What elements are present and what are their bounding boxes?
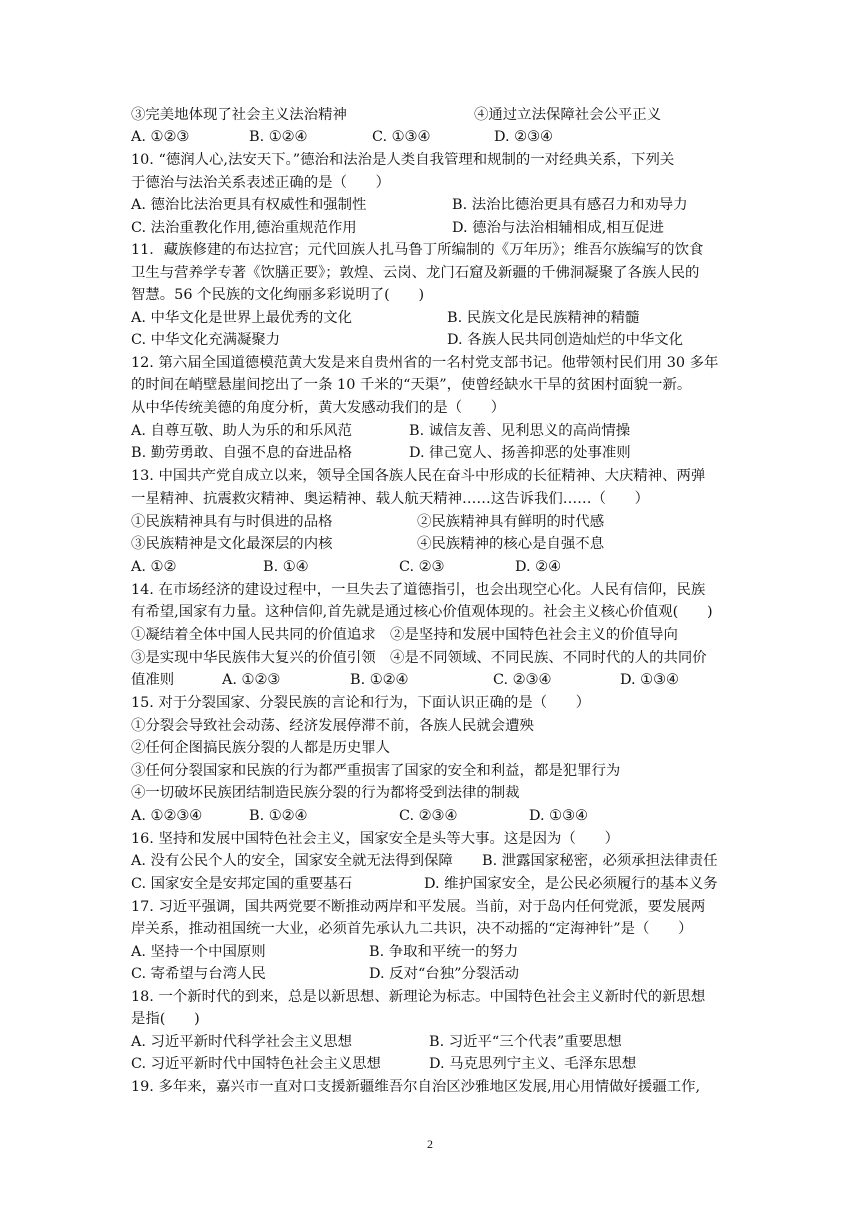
text-segment: C. ①③④ (372, 129, 431, 145)
text-segment: A. 中华文化是世界上最优秀的文化 (131, 310, 353, 326)
text-segment: B. 法治比德治更具有感召力和劝导力 (452, 197, 688, 213)
text-segment: B. 争取和平统一的努力 (369, 944, 519, 960)
text-segment: B. 勤劳勇敢、自强不息的奋进品格 (131, 445, 353, 461)
text-content: 13. 中国共产党自成立以来，领导全国各族人民在奋斗中形成的长征精神、大庆精神、两弹 (131, 468, 706, 484)
text-segment: C. 习近平新时代中国特色社会主义思想 (131, 1056, 381, 1072)
text-segment: B. 民族文化是民族精神的精髓 (447, 310, 640, 326)
text-segment: C. 国家安全是安邦定国的重要基石 (131, 876, 353, 892)
text-content: ③是实现中华民族伟大复兴的价值引领 ④是不同领域、不同民族、不同时代的人的共同价 (131, 650, 707, 666)
text-segment: B. ①②④ (249, 129, 308, 145)
text-segment: A. 坚持一个中国原则 (131, 944, 266, 960)
text-segment: ③完美地体现了社会主义法治精神 (131, 107, 347, 123)
text-segment: A. ①②③ (131, 129, 190, 145)
text-segment: D. 律己宽人、扬善抑恶的处事准则 (409, 445, 631, 461)
text-content: 18. 一个新时代的到来，总是以新思想、新理论为标志。中国特色社会主义新时代的新思想 (131, 989, 706, 1005)
text-segment: C. ②③④ (399, 808, 458, 824)
text-segment: C. ②③ (399, 559, 445, 575)
text-content: 有希望,国家有力量。这种信仰,首先就是通过核心价值观体现的。社会主义核心价值观( ) (131, 604, 713, 620)
text-segment: ④通过立法保障社会公平正义 (474, 107, 662, 123)
text-content: 19. 多年来，嘉兴市一直对口支援新疆维吾尔自治区沙雅地区发展,用心用情做好援疆工作, (131, 1079, 701, 1095)
text-content: ①分裂会导致社会动荡、经济发展停滞不前，各族人民就会遭殃 (131, 718, 534, 734)
text-segment: D. 德治与法治相辅相成,相互促进 (452, 220, 664, 236)
text-content: 15. 对于分裂国家、分裂民族的言论和行为，下面认识正确的是（ ） (131, 695, 591, 711)
text-segment: ③民族精神是文化最深层的内核 (131, 536, 333, 552)
text-content: ③任何分裂国家和民族的行为都严重损害了国家的安全和利益，都是犯罪行为 (131, 763, 621, 779)
text-content: 从中华传统美德的角度分析，黄大发感动我们的是（ ） (131, 400, 506, 416)
text-content: 11．藏族修建的布达拉宫；元代回族人扎马鲁丁所编制的《万年历》；维吾尔族编写的饮食 (131, 242, 704, 258)
text-segment: D. ②③④ (494, 129, 553, 145)
text-segment: A. ①②③④ (131, 808, 203, 824)
text-content: 一星精神、抗震救灾精神、奥运精神、载人航天精神……这告诉我们……（ ） (131, 491, 650, 507)
text-content: 14. 在市场经济的建设过程中，一旦失去了道德指引，也会出现空心化。人民有信仰，民族 (131, 582, 706, 598)
text-content: 17. 习近平强调，国共两党要不断推动两岸和平发展。当前，对于岛内任何党派，要发展两 (131, 899, 706, 915)
text-segment: B. 泄露国家秘密，必须承担法律责任 (482, 853, 718, 869)
text-content: 10. “德润人心,法安天下。”德治和法治是人类自我管理和规制的一对经典关系，下列关 (131, 152, 675, 168)
text-segment: D. ①③④ (620, 672, 679, 688)
text-content: 岸关系，推动祖国统一大业，必须首先承认九二共识，决不动摇的“定海神针”是（ ） (131, 921, 693, 937)
text-segment: ①民族精神具有与时俱进的品格 (131, 514, 333, 530)
page-number: 2 (427, 1137, 433, 1151)
text-content: ④一切破坏民族团结制造民族分裂的行为都将受到法律的制裁 (131, 785, 520, 801)
text-segment: C. ②③④ (493, 672, 552, 688)
text-content: 是指( ) (131, 1011, 200, 1027)
text-segment: A. 习近平新时代科学社会主义思想 (131, 1034, 353, 1050)
text-segment: A. ①②③ (222, 672, 281, 688)
text-segment: 值准则 (131, 672, 175, 688)
text-segment: B. ①②④ (249, 808, 308, 824)
text-content: 16. 坚持和发展中国特色社会主义，国家安全是头等大事。这是因为（ ） (131, 831, 619, 847)
text-segment: A. 没有公民个人的安全，国家安全就无法得到保障 (131, 853, 453, 869)
text-segment: C. 寄希望与台湾人民 (131, 966, 266, 982)
text-content: ②任何企图搞民族分裂的人都是历史罪人 (131, 740, 391, 756)
text-segment: B. 习近平“三个代表”重要思想 (429, 1034, 622, 1050)
text-segment: ②民族精神具有鲜明的时代感 (417, 514, 605, 530)
text-segment: D. ②④ (515, 559, 561, 575)
text-segment: D. 维护国家安全，是公民必须履行的基本义务 (424, 876, 718, 892)
text-segment: A. 自尊互敬、助人为乐的和乐风范 (131, 423, 353, 439)
text-content: 于德治与法治关系表述正确的是（ ） (131, 175, 391, 191)
text-segment: B. ①④ (263, 559, 309, 575)
text-segment: A. ①② (131, 559, 177, 575)
text-segment: D. 反对“台独”分裂活动 (369, 966, 520, 982)
text-segment: D. 各族人民共同创造灿烂的中华文化 (447, 332, 684, 348)
text-segment: A. 德治比法治更具有权威性和强制性 (131, 197, 367, 213)
text-content: 智慧。56 个民族的文化绚丽多彩说明了( ) (131, 287, 425, 303)
text-content: 卫生与营养学专著《饮膳正要》；敦煌、云岗、龙门石窟及新疆的千佛洞凝聚了各族人民的 (131, 265, 700, 281)
text-segment: D. ①③④ (529, 808, 588, 824)
text-content: ①凝结着全体中国人民共同的价值追求 ②是坚持和发展中国特色社会主义的价值导向 (131, 627, 678, 643)
text-segment: D. 马克思列宁主义、毛泽东思想 (429, 1056, 637, 1072)
text-segment: B. 诚信友善、见利思义的高尚情操 (409, 423, 631, 439)
text-segment: C. 中华文化充满凝聚力 (131, 332, 281, 348)
text-content: 12. 第六届全国道德模范黄大发是来自贵州省的一名村党支部书记。他带领村民们用 30 多年 (131, 355, 719, 371)
text-segment: ④民族精神的核心是自强不息 (417, 536, 605, 552)
text-segment: C. 法治重教化作用,德治重规范作用 (131, 220, 357, 236)
text-segment: B. ①②④ (350, 672, 409, 688)
text-content: 的时间在峭壁悬崖间挖出了一条 10 千米的“天渠”，使曾经缺水干旱的贫困村面貌一新。 (131, 377, 692, 393)
